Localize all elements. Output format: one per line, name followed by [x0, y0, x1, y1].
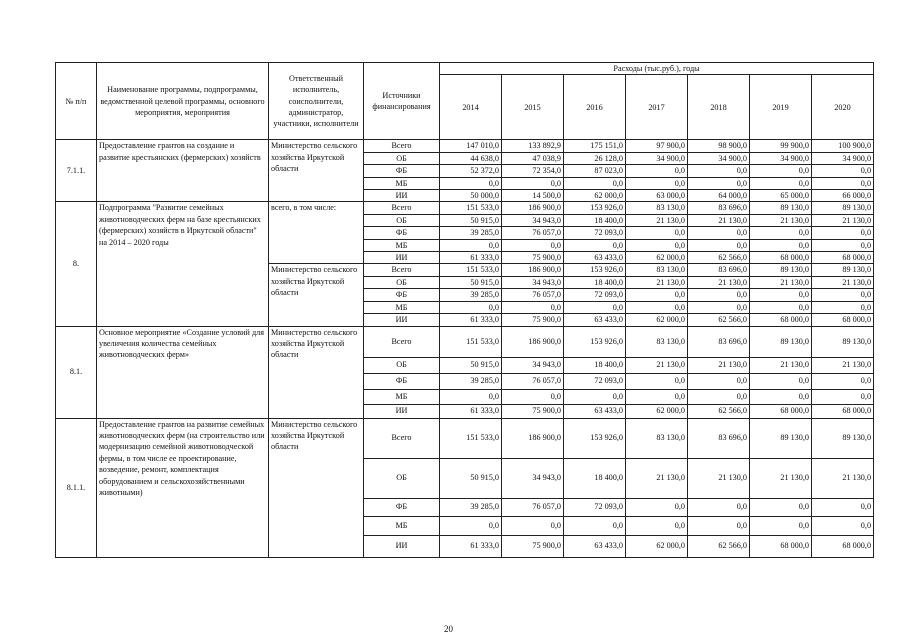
amount-2020: 0,0 [812, 165, 874, 177]
amount-2015: 75 900,0 [502, 404, 564, 418]
amount-2019: 68 000,0 [750, 314, 812, 326]
funding-source: Всего [364, 140, 440, 152]
amount-2014: 151 533,0 [440, 264, 502, 276]
amount-2015: 76 057,0 [502, 498, 564, 516]
table-row [56, 418, 874, 458]
amount-2016: 0,0 [564, 239, 626, 251]
amount-2020: 0,0 [812, 177, 874, 189]
table-row [56, 202, 874, 214]
amount-2019: 0,0 [750, 289, 812, 301]
amount-2017: 0,0 [626, 498, 688, 516]
amount-2019: 89 130,0 [750, 264, 812, 276]
row-number: 7.1.1. [56, 140, 97, 202]
header-year-2018: 2018 [688, 75, 750, 140]
amount-2017: 21 130,0 [626, 357, 688, 373]
amount-2015: 75 900,0 [502, 535, 564, 557]
amount-2018: 0,0 [688, 373, 750, 389]
funding-source: Всего [364, 326, 440, 357]
program-name: Основное мероприятие «Создание условий для увеличения количества семейных животноводческих ферм» [97, 326, 269, 418]
executor: Министерство сельского хозяйства Иркутской области [269, 264, 364, 326]
amount-2018: 0,0 [688, 165, 750, 177]
amount-2018: 0,0 [688, 177, 750, 189]
amount-2014: 0,0 [440, 516, 502, 535]
amount-2014: 0,0 [440, 177, 502, 189]
amount-2019: 0,0 [750, 516, 812, 535]
amount-2019: 21 130,0 [750, 357, 812, 373]
funding-source: ИИ [364, 404, 440, 418]
amount-2020: 0,0 [812, 516, 874, 535]
funding-source: ОБ [364, 276, 440, 288]
amount-2019: 0,0 [750, 239, 812, 251]
amount-2014: 147 010,0 [440, 140, 502, 152]
amount-2020: 0,0 [812, 373, 874, 389]
amount-2017: 83 130,0 [626, 418, 688, 458]
funding-source: ФБ [364, 498, 440, 516]
amount-2016: 62 000,0 [564, 190, 626, 202]
amount-2019: 68 000,0 [750, 252, 812, 264]
executor: Министерство сельского хозяйства Иркутской области [269, 140, 364, 202]
amount-2018: 0,0 [688, 516, 750, 535]
amount-2016: 63 433,0 [564, 535, 626, 557]
amount-2015: 186 900,0 [502, 418, 564, 458]
amount-2019: 89 130,0 [750, 326, 812, 357]
amount-2014: 39 285,0 [440, 373, 502, 389]
funding-source: ОБ [364, 357, 440, 373]
funding-source: ИИ [364, 535, 440, 557]
row-number: 8.1.1. [56, 418, 97, 557]
amount-2015: 75 900,0 [502, 252, 564, 264]
amount-2015: 0,0 [502, 516, 564, 535]
amount-2018: 21 130,0 [688, 458, 750, 498]
amount-2019: 89 130,0 [750, 202, 812, 214]
amount-2020: 21 130,0 [812, 276, 874, 288]
amount-2014: 39 285,0 [440, 227, 502, 239]
amount-2015: 186 900,0 [502, 326, 564, 357]
amount-2014: 39 285,0 [440, 289, 502, 301]
amount-2018: 0,0 [688, 239, 750, 251]
amount-2016: 18 400,0 [564, 276, 626, 288]
amount-2018: 83 696,0 [688, 202, 750, 214]
amount-2020: 89 130,0 [812, 264, 874, 276]
amount-2015: 133 892,9 [502, 140, 564, 152]
amount-2018: 62 566,0 [688, 535, 750, 557]
amount-2017: 62 000,0 [626, 535, 688, 557]
funding-source: МБ [364, 516, 440, 535]
amount-2020: 68 000,0 [812, 404, 874, 418]
amount-2016: 175 151,0 [564, 140, 626, 152]
amount-2018: 98 900,0 [688, 140, 750, 152]
amount-2014: 39 285,0 [440, 498, 502, 516]
row-number: 8.1. [56, 326, 97, 418]
amount-2018: 0,0 [688, 289, 750, 301]
amount-2019: 0,0 [750, 177, 812, 189]
amount-2016: 63 433,0 [564, 252, 626, 264]
funding-source: ИИ [364, 314, 440, 326]
funding-source: МБ [364, 239, 440, 251]
amount-2017: 0,0 [626, 165, 688, 177]
amount-2020: 21 130,0 [812, 458, 874, 498]
amount-2017: 83 130,0 [626, 202, 688, 214]
amount-2016: 26 128,0 [564, 152, 626, 164]
amount-2015: 75 900,0 [502, 314, 564, 326]
amount-2014: 61 333,0 [440, 252, 502, 264]
amount-2020: 0,0 [812, 498, 874, 516]
funding-source: МБ [364, 177, 440, 189]
amount-2018: 83 696,0 [688, 418, 750, 458]
funding-source: МБ [364, 389, 440, 404]
amount-2018: 62 566,0 [688, 404, 750, 418]
budget-table [55, 62, 874, 558]
amount-2020: 21 130,0 [812, 357, 874, 373]
program-name: Предоставление грантов на создание и развитие крестьянских (фермерских) хозяйств [97, 140, 269, 202]
amount-2018: 83 696,0 [688, 326, 750, 357]
executor: Министерство сельского хозяйства Иркутской области [269, 326, 364, 418]
amount-2014: 50 000,0 [440, 190, 502, 202]
executor: Министерство сельского хозяйства Иркутской области [269, 418, 364, 557]
amount-2016: 87 023,0 [564, 165, 626, 177]
amount-2019: 21 130,0 [750, 276, 812, 288]
amount-2018: 62 566,0 [688, 252, 750, 264]
header-sources: Источники финансирования [364, 63, 440, 140]
amount-2018: 83 696,0 [688, 264, 750, 276]
amount-2016: 153 926,0 [564, 418, 626, 458]
amount-2019: 0,0 [750, 227, 812, 239]
amount-2016: 72 093,0 [564, 373, 626, 389]
amount-2015: 186 900,0 [502, 264, 564, 276]
amount-2015: 76 057,0 [502, 373, 564, 389]
amount-2020: 0,0 [812, 289, 874, 301]
header-year-2014: 2014 [440, 75, 502, 140]
funding-source: ФБ [364, 227, 440, 239]
header-year-2020: 2020 [812, 75, 874, 140]
amount-2014: 50 915,0 [440, 276, 502, 288]
amount-2017: 0,0 [626, 289, 688, 301]
amount-2014: 61 333,0 [440, 404, 502, 418]
amount-2015: 34 943,0 [502, 357, 564, 373]
amount-2017: 21 130,0 [626, 458, 688, 498]
amount-2016: 153 926,0 [564, 202, 626, 214]
header-year-2019: 2019 [750, 75, 812, 140]
amount-2016: 18 400,0 [564, 214, 626, 226]
amount-2020: 0,0 [812, 227, 874, 239]
amount-2015: 186 900,0 [502, 202, 564, 214]
executor: всего, в том числе: [269, 202, 364, 264]
amount-2014: 52 372,0 [440, 165, 502, 177]
amount-2016: 0,0 [564, 389, 626, 404]
amount-2019: 0,0 [750, 165, 812, 177]
funding-source: ФБ [364, 165, 440, 177]
amount-2017: 0,0 [626, 389, 688, 404]
amount-2017: 0,0 [626, 301, 688, 313]
amount-2019: 21 130,0 [750, 214, 812, 226]
amount-2019: 65 000,0 [750, 190, 812, 202]
amount-2018: 0,0 [688, 301, 750, 313]
funding-source: ФБ [364, 373, 440, 389]
funding-source: ИИ [364, 190, 440, 202]
amount-2015: 72 354,0 [502, 165, 564, 177]
amount-2020: 89 130,0 [812, 326, 874, 357]
amount-2019: 0,0 [750, 389, 812, 404]
amount-2020: 100 900,0 [812, 140, 874, 152]
amount-2018: 0,0 [688, 227, 750, 239]
amount-2015: 0,0 [502, 301, 564, 313]
amount-2016: 63 433,0 [564, 314, 626, 326]
amount-2015: 76 057,0 [502, 289, 564, 301]
amount-2019: 21 130,0 [750, 458, 812, 498]
amount-2016: 72 093,0 [564, 227, 626, 239]
amount-2017: 62 000,0 [626, 252, 688, 264]
amount-2020: 0,0 [812, 239, 874, 251]
funding-source: МБ [364, 301, 440, 313]
amount-2017: 0,0 [626, 227, 688, 239]
amount-2014: 151 533,0 [440, 418, 502, 458]
amount-2015: 0,0 [502, 239, 564, 251]
amount-2016: 18 400,0 [564, 458, 626, 498]
amount-2015: 76 057,0 [502, 227, 564, 239]
amount-2014: 61 333,0 [440, 535, 502, 557]
amount-2019: 0,0 [750, 373, 812, 389]
amount-2019: 68 000,0 [750, 404, 812, 418]
amount-2019: 0,0 [750, 498, 812, 516]
amount-2016: 18 400,0 [564, 357, 626, 373]
amount-2017: 63 000,0 [626, 190, 688, 202]
amount-2018: 62 566,0 [688, 314, 750, 326]
amount-2014: 151 533,0 [440, 326, 502, 357]
funding-source: Всего [364, 418, 440, 458]
amount-2017: 0,0 [626, 516, 688, 535]
amount-2020: 66 000,0 [812, 190, 874, 202]
amount-2015: 0,0 [502, 177, 564, 189]
amount-2020: 68 000,0 [812, 535, 874, 557]
amount-2018: 0,0 [688, 498, 750, 516]
amount-2016: 63 433,0 [564, 404, 626, 418]
header-name: Наименование программы, подпрограммы, ведомственной целевой программы, основного мероприятия, мероприятия [97, 63, 269, 140]
amount-2016: 0,0 [564, 301, 626, 313]
amount-2015: 34 943,0 [502, 458, 564, 498]
amount-2014: 50 915,0 [440, 458, 502, 498]
funding-source: ОБ [364, 214, 440, 226]
amount-2014: 0,0 [440, 301, 502, 313]
amount-2020: 34 900,0 [812, 152, 874, 164]
amount-2018: 21 130,0 [688, 357, 750, 373]
amount-2018: 21 130,0 [688, 276, 750, 288]
amount-2016: 0,0 [564, 177, 626, 189]
funding-source: ИИ [364, 252, 440, 264]
amount-2017: 83 130,0 [626, 326, 688, 357]
funding-source: ФБ [364, 289, 440, 301]
header-expenses: Расходы (тыс.руб.), годы [440, 63, 874, 75]
table-row [56, 326, 874, 357]
amount-2020: 21 130,0 [812, 214, 874, 226]
amount-2018: 64 000,0 [688, 190, 750, 202]
amount-2016: 72 093,0 [564, 289, 626, 301]
header-year-2016: 2016 [564, 75, 626, 140]
amount-2017: 34 900,0 [626, 152, 688, 164]
page-number: 20 [444, 624, 453, 634]
amount-2014: 151 533,0 [440, 202, 502, 214]
amount-2015: 34 943,0 [502, 276, 564, 288]
funding-source: Всего [364, 264, 440, 276]
amount-2015: 47 038,9 [502, 152, 564, 164]
amount-2014: 44 638,0 [440, 152, 502, 164]
amount-2014: 61 333,0 [440, 314, 502, 326]
table-row [56, 140, 874, 152]
amount-2017: 21 130,0 [626, 214, 688, 226]
amount-2016: 72 093,0 [564, 498, 626, 516]
amount-2017: 62 000,0 [626, 314, 688, 326]
amount-2017: 0,0 [626, 177, 688, 189]
program-name: Предоставление грантов на развитие семейных животноводческих ферм (на строительство или модернизацию семейной животноводческой фермы, в том числе ее проектирование, возведение, ремонт, комплектация оборудованием и сельскохозяйственными животными) [97, 418, 269, 557]
table-header [56, 63, 874, 140]
amount-2016: 0,0 [564, 516, 626, 535]
amount-2015: 0,0 [502, 389, 564, 404]
header-year-2017: 2017 [626, 75, 688, 140]
amount-2014: 50 915,0 [440, 357, 502, 373]
amount-2019: 34 900,0 [750, 152, 812, 164]
amount-2017: 97 900,0 [626, 140, 688, 152]
funding-source: Всего [364, 202, 440, 214]
table-body [56, 140, 874, 557]
amount-2019: 99 900,0 [750, 140, 812, 152]
amount-2020: 0,0 [812, 301, 874, 313]
amount-2020: 89 130,0 [812, 418, 874, 458]
amount-2018: 21 130,0 [688, 214, 750, 226]
amount-2016: 153 926,0 [564, 326, 626, 357]
row-number: 8. [56, 202, 97, 326]
amount-2018: 0,0 [688, 389, 750, 404]
amount-2017: 62 000,0 [626, 404, 688, 418]
amount-2019: 68 000,0 [750, 535, 812, 557]
amount-2020: 68 000,0 [812, 314, 874, 326]
amount-2014: 0,0 [440, 389, 502, 404]
header-num: № п/п [56, 63, 97, 140]
amount-2016: 153 926,0 [564, 264, 626, 276]
amount-2020: 0,0 [812, 389, 874, 404]
amount-2014: 0,0 [440, 239, 502, 251]
amount-2020: 68 000,0 [812, 252, 874, 264]
amount-2019: 89 130,0 [750, 418, 812, 458]
amount-2019: 0,0 [750, 301, 812, 313]
amount-2018: 34 900,0 [688, 152, 750, 164]
amount-2017: 0,0 [626, 373, 688, 389]
amount-2020: 89 130,0 [812, 202, 874, 214]
program-name: Подпрограмма "Развитие семейных животноводческих ферм на базе крестьянских (фермерских) хозяйств в Иркутской области" на 2014 – 2020 годы [97, 202, 269, 326]
amount-2015: 14 500,0 [502, 190, 564, 202]
amount-2015: 34 943,0 [502, 214, 564, 226]
funding-source: ОБ [364, 458, 440, 498]
amount-2017: 83 130,0 [626, 264, 688, 276]
funding-source: ОБ [364, 152, 440, 164]
amount-2017: 21 130,0 [626, 276, 688, 288]
header-executor: Ответственный исполнитель, соисполнители, администратор, участники, исполнители [269, 63, 364, 140]
amount-2014: 50 915,0 [440, 214, 502, 226]
amount-2017: 0,0 [626, 239, 688, 251]
header-year-2015: 2015 [502, 75, 564, 140]
